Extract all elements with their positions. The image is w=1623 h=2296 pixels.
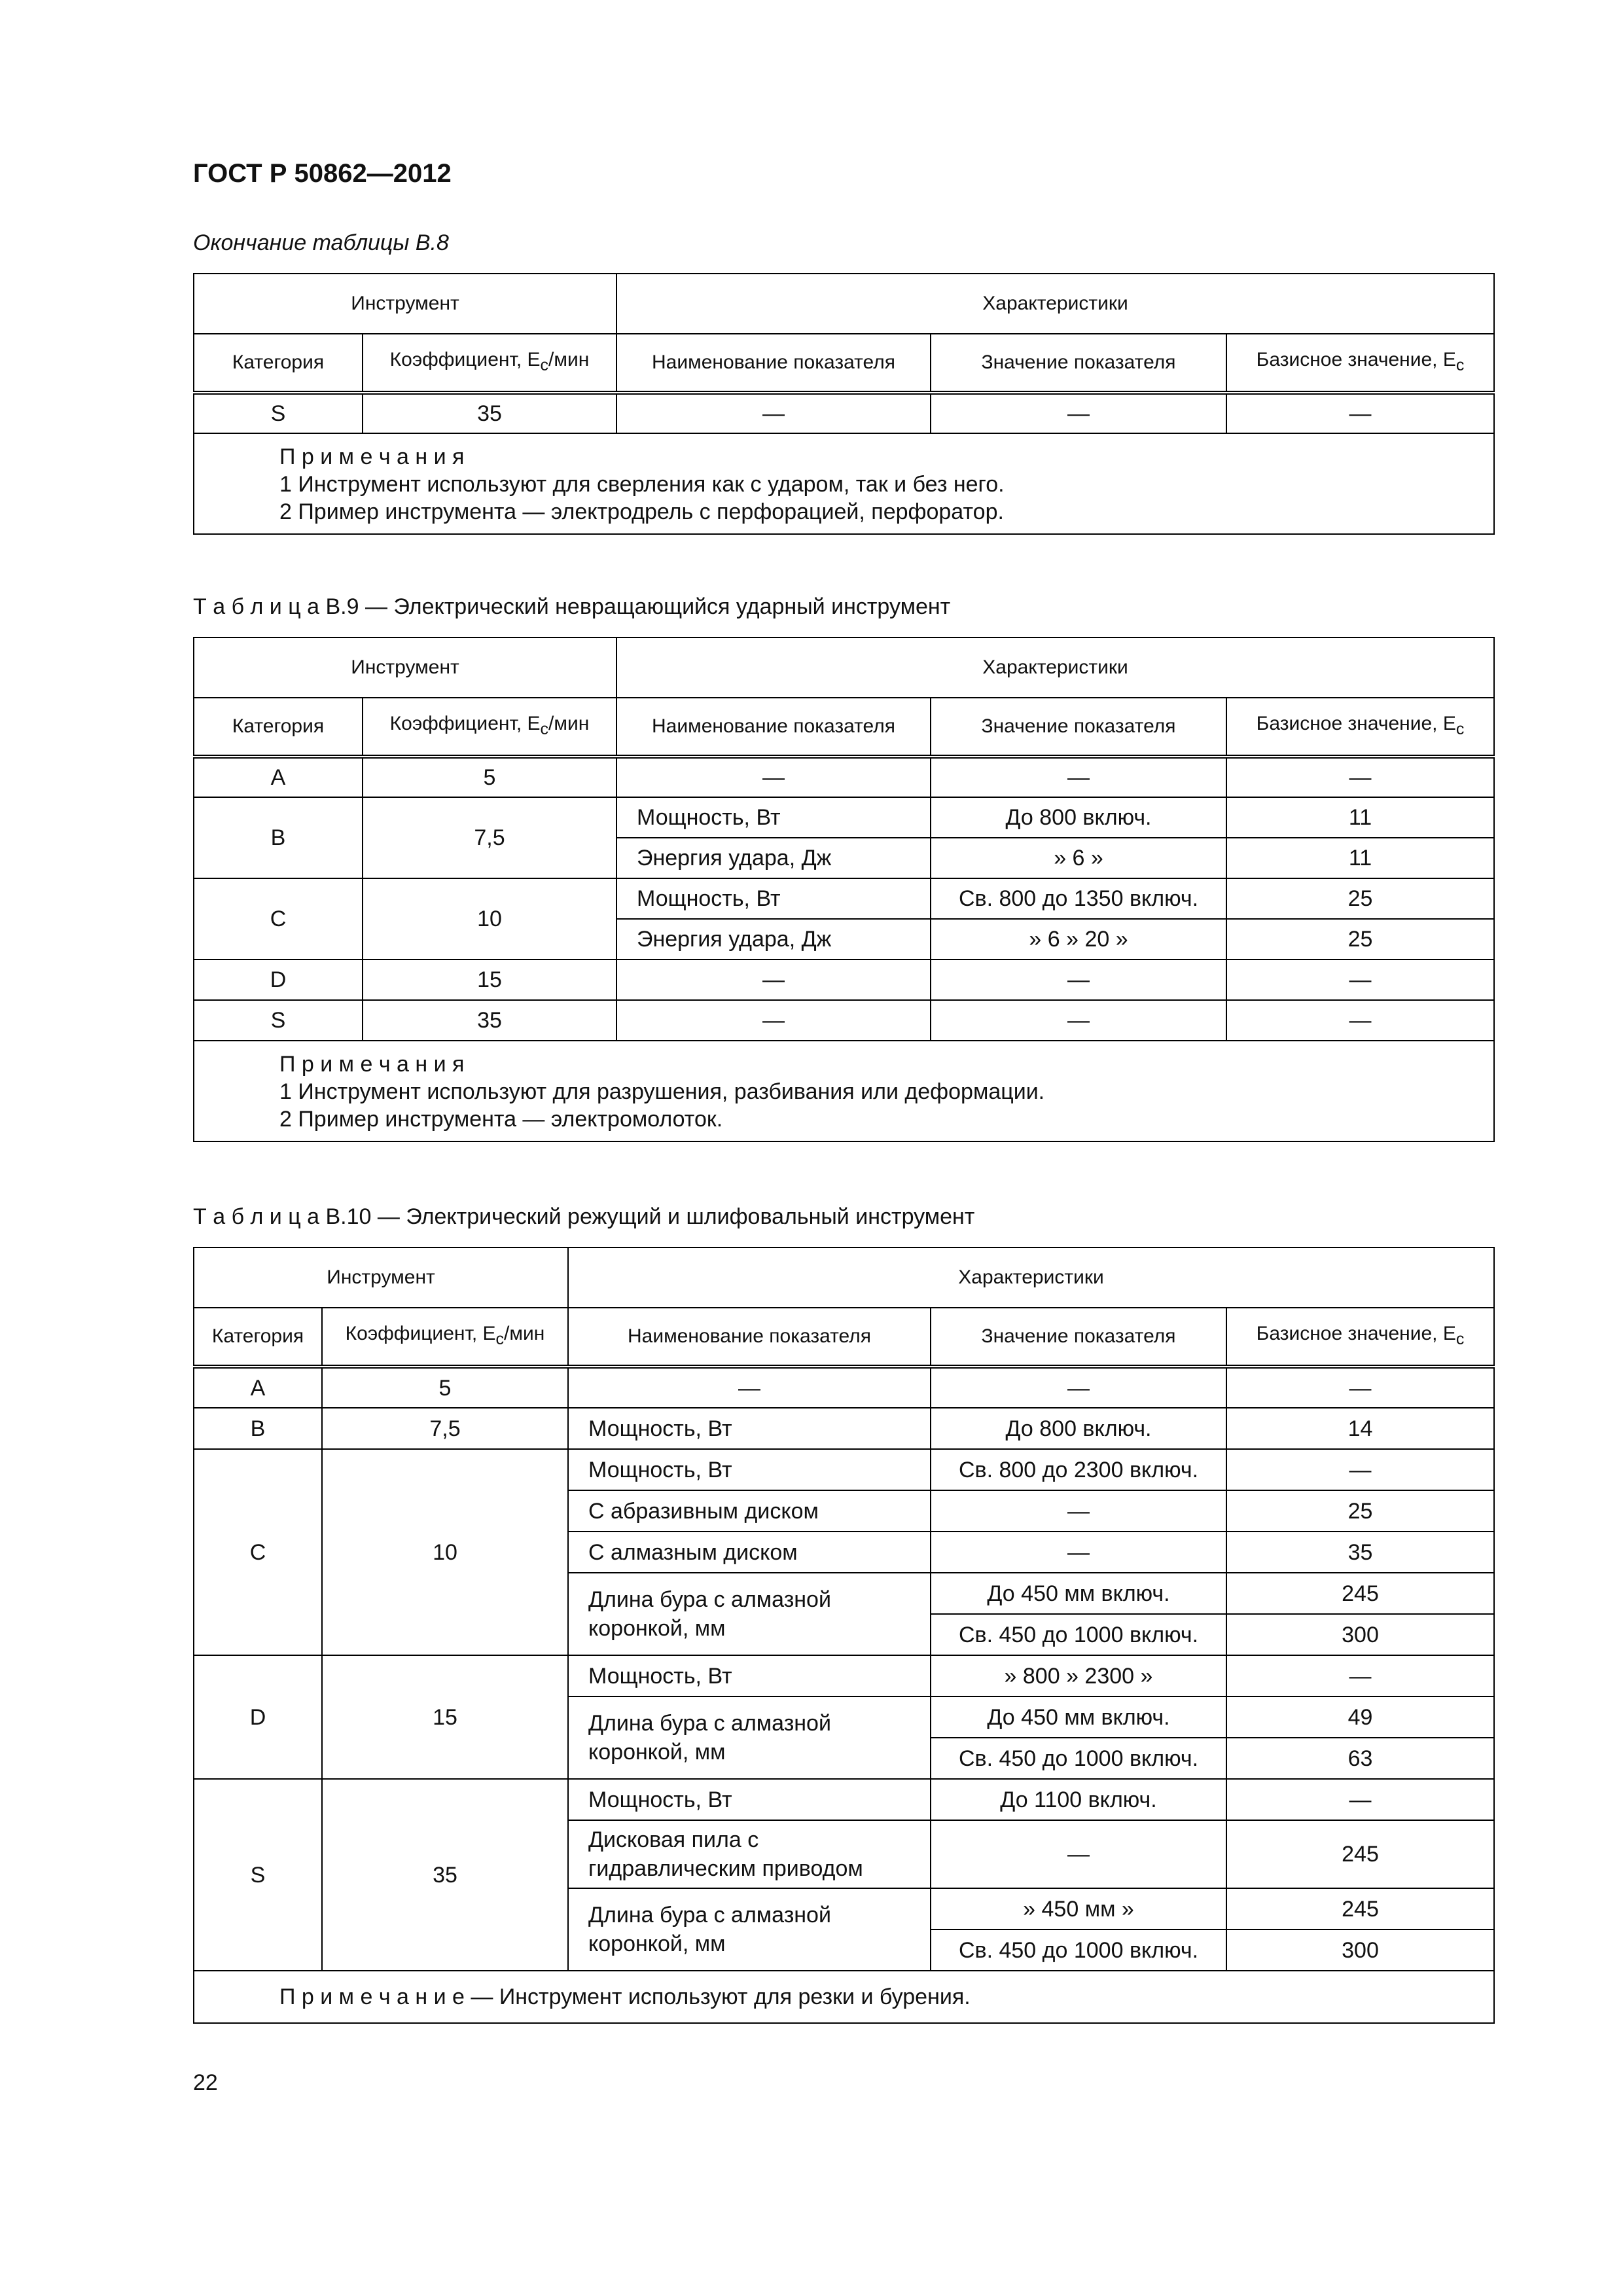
table-row [194,1779,1494,1820]
notes [194,1971,1494,2023]
cell-coef: 7,5 [363,797,616,878]
cell-coef: 7,5 [322,1408,568,1449]
cell-base: 25 [1226,1490,1494,1532]
header-param-name: Наименование показателя [616,334,931,393]
header-base-value: Базисное значение, $E_c$ [1226,698,1494,757]
cell-value: » 6 » [931,838,1226,878]
header-coefficient: Коэффициент, $E_c$/мин [363,334,616,393]
cell-base: 63 [1226,1738,1494,1779]
cell-base: 11 [1226,838,1494,878]
header-param-name: Наименование показателя [568,1308,931,1367]
cell-category: C [194,878,363,960]
table-b9 [193,637,1495,1142]
cell-base: 245 [1226,1888,1494,1929]
header-param-value: Значение показателя [931,334,1226,393]
cell-name: Дисковая пила с гидравлическим приводом [568,1820,931,1888]
table-row [194,1655,1494,1696]
notes [194,1041,1494,1141]
cell-value: До 800 включ. [931,797,1226,838]
cell-base: 245 [1226,1820,1494,1888]
header-tool: Инструмент [194,637,616,698]
cell-value: Св. 450 до 1000 включ. [931,1614,1226,1655]
note-2: 2 Пример инструмента — электродрель с перфорацией, перфоратор. [279,499,1004,524]
cell-category: S [194,393,363,433]
table-row [194,960,1494,1000]
cell-name: — [568,1367,931,1408]
cell-value: — [931,1000,1226,1041]
header-base-value: Базисное значение, $E_c$ [1226,1308,1494,1367]
cell-name: С алмазным диском [568,1532,931,1573]
cell-value: До 450 мм включ. [931,1573,1226,1614]
cell-base: — [1226,757,1494,797]
cell-name: Мощность, Вт [616,878,931,919]
cell-name: Длина бура с алмазной коронкой, мм [568,1888,931,1971]
cell-base: 35 [1226,1532,1494,1573]
note-label: П р и м е ч а н и е [279,1984,465,2009]
cell-category: D [194,1655,322,1779]
cell-name: Длина бура с алмазной коронкой, мм [568,1696,931,1779]
notes [194,433,1494,534]
note-1: 1 Инструмент используют для разрушения, разбивания или деформации. [279,1079,1045,1104]
cell-value: — [931,757,1226,797]
header-characteristics: Характеристики [616,637,1494,698]
cell-base: 14 [1226,1408,1494,1449]
cell-value: — [931,1490,1226,1532]
header-category: Категория [194,334,363,393]
cell-category: B [194,1408,322,1449]
cell-coef: 35 [363,1000,616,1041]
cell-name: — [616,393,931,433]
table-row [194,757,1494,797]
table-b10 [193,1247,1495,2024]
header-characteristics: Характеристики [568,1247,1494,1308]
cell-base: 25 [1226,919,1494,960]
cell-value: До 1100 включ. [931,1779,1226,1820]
header-characteristics: Характеристики [616,274,1494,334]
note-1: 1 Инструмент используют для сверления как с ударом, так и без него. [279,472,1005,497]
header-tool: Инструмент [194,274,616,334]
cell-name: Длина бура с алмазной коронкой, мм [568,1573,931,1655]
table-b10-caption [193,1204,974,1230]
header-category: Категория [194,1308,322,1367]
cell-category: A [194,757,363,797]
cell-value: До 450 мм включ. [931,1696,1226,1738]
cell-value: Св. 800 до 2300 включ. [931,1449,1226,1490]
table-title: В.9 — Электрический невращающийся ударный инструмент [325,594,951,619]
table-row [194,1000,1494,1041]
notes-row [194,1041,1494,1141]
cell-name: Энергия удара, Дж [616,838,931,878]
cell-coef: 5 [322,1367,568,1408]
cell-value: » 800 » 2300 » [931,1655,1226,1696]
cell-coef: 15 [363,960,616,1000]
table-row [194,878,1494,919]
cell-value: — [931,1820,1226,1888]
cell-coef: 5 [363,757,616,797]
cell-value: — [931,960,1226,1000]
header-coefficient: Коэффициент, $E_c$/мин [322,1308,568,1367]
cell-base: — [1226,393,1494,433]
cell-base: — [1226,1449,1494,1490]
note-text: — Инструмент используют для резки и бурения. [464,1984,971,2009]
cell-coef: 10 [322,1449,568,1655]
notes-row [194,1971,1494,2023]
cell-name: — [616,1000,931,1041]
notes-row [194,433,1494,534]
cell-category: B [194,797,363,878]
table-row [194,797,1494,838]
cell-value: Св. 800 до 1350 включ. [931,878,1226,919]
cell-coef: 10 [363,878,616,960]
table-b8 [193,273,1495,535]
table-row [194,1408,1494,1449]
cell-base: — [1226,1655,1494,1696]
cell-coef: 35 [363,393,616,433]
cell-base: 245 [1226,1573,1494,1614]
table-title: В.10 — Электрический режущий и шлифовальный инструмент [325,1204,975,1229]
header-coefficient: Коэффициент, $E_c$/мин [363,698,616,757]
cell-name: С абразивным диском [568,1490,931,1532]
cell-value: » 6 » 20 » [931,919,1226,960]
cell-name: Энергия удара, Дж [616,919,931,960]
cell-category: S [194,1000,363,1041]
table-b9-caption [193,594,950,620]
cell-name: Мощность, Вт [568,1449,931,1490]
header-base-value: Базисное значение, $E_c$ [1226,334,1494,393]
cell-category: C [194,1449,322,1655]
cell-name: Мощность, Вт [568,1408,931,1449]
cell-name: Мощность, Вт [616,797,931,838]
cell-coef: 35 [322,1779,568,1971]
cell-base: 300 [1226,1929,1494,1971]
table-row [194,1449,1494,1490]
header-param-name: Наименование показателя [616,698,931,757]
document-title: ГОСТ Р 50862—2012 [193,159,452,188]
header-param-value: Значение показателя [931,698,1226,757]
page-number: 22 [193,2070,218,2095]
cell-value: — [931,393,1226,433]
header-param-value: Значение показателя [931,1308,1226,1367]
cell-base: 11 [1226,797,1494,838]
cell-base: 25 [1226,878,1494,919]
cell-name: — [616,757,931,797]
cell-value: Св. 450 до 1000 включ. [931,1929,1226,1971]
cell-category: A [194,1367,322,1408]
header-category: Категория [194,698,363,757]
cell-base: — [1226,1367,1494,1408]
cell-name: — [616,960,931,1000]
cell-base: — [1226,1000,1494,1041]
cell-base: 49 [1226,1696,1494,1738]
table-label: Т а б л и ц а [193,594,320,619]
cell-coef: 15 [322,1655,568,1779]
table-label: Т а б л и ц а [193,1204,320,1229]
note-2: 2 Пример инструмента — электромолоток. [279,1107,723,1132]
cell-base: — [1226,960,1494,1000]
cell-name: Мощность, Вт [568,1655,931,1696]
cell-value: — [931,1532,1226,1573]
notes-title: П р и м е ч а н и я [279,444,465,469]
header-tool: Инструмент [194,1247,568,1308]
cell-base: 300 [1226,1614,1494,1655]
cell-name: Мощность, Вт [568,1779,931,1820]
cell-value: — [931,1367,1226,1408]
notes-title: П р и м е ч а н и я [279,1052,465,1077]
table-b8-caption: Окончание таблицы В.8 [193,230,449,255]
cell-base: — [1226,1779,1494,1820]
cell-value: До 800 включ. [931,1408,1226,1449]
cell-value: » 450 мм » [931,1888,1226,1929]
cell-value: Св. 450 до 1000 включ. [931,1738,1226,1779]
table-row [194,1367,1494,1408]
cell-category: D [194,960,363,1000]
cell-category: S [194,1779,322,1971]
table-row [194,393,1494,433]
